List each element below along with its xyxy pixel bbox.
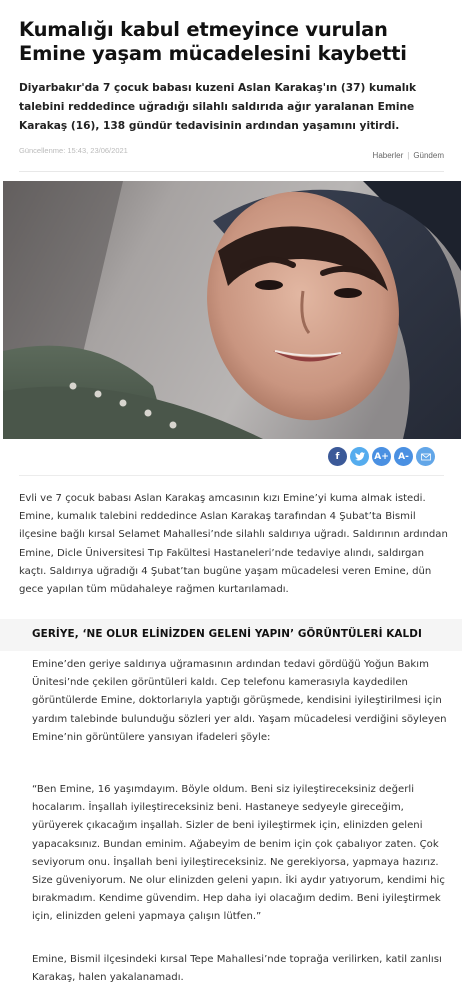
article-paragraph: Emine, Bismil ilçesindeki kırsal Tepe Mahallesi’nde toprağa verilirken, katil zanlısı Karakaş, halen yakalanamadı. — [32, 954, 442, 984]
category-link-gundem[interactable]: Gündem — [413, 151, 444, 160]
divider — [19, 475, 444, 476]
divider — [19, 171, 444, 172]
font-increase-icon[interactable]: A+ — [372, 447, 391, 466]
article-paragraph: Emine’den geriye saldırıya uğramasının ardından tedavi gördüğü Yoğun Bakım Ünitesi’nde çekilen görüntüleri kaldı. Cep telefonu kamerasıyla kaydedilen görüntülerde Emine, doktorlarıyla yaptığı görüşmede, kendisini iyileştirilmesi için yardım talebinde bulunduğu sözleri yer aldı. Yaşam mücadelesi verdiğini söyleyen Emine’nin görüntülere yansıyan ifadeleri şöyle: — [32, 659, 447, 743]
twitter-icon[interactable] — [350, 447, 369, 466]
article-subheading — [0, 619, 462, 651]
article-paragraph: Evli ve 7 çocuk babası Aslan Karakaş amcasının kızı Emine’yi kuma almak istedi. Emine, kumalık talebini reddedince Aslan Karakaş tarafından 4 Şubat’ta Bismil ilçesine bağlı kırsal Selamet Mahallesi’nde silahlı saldırıya uğradı. Saldırının ardından Emine, Dicle Üniversitesi Tıp Fakültesi Hastaneleri’nde tedaviye alındı, saldırgan kaçtı. Saldırıya uğradığı 4 Şubat’tan bugüne yaşam mücadelesi veren Emine, dün gece yapılan tüm müdahaleye rağmen kurtarılamadı. — [19, 493, 448, 596]
article-meta — [19, 146, 444, 160]
article-title: Kumalığı kabul etmeyince vurulan Emine yaşam mücadelesini kaybetti — [19, 18, 407, 65]
article-photo — [3, 181, 461, 439]
article-quote: “Ben Emine, 16 yaşımdayım. Böyle oldum. Beni siz iyileştireceksiniz değerli hocalarım. İnşallah iyileştireceksiniz beni. Hastaneye sedyeyle gireceğim, yürüyerek çıkacağım inşallah. Sizler de beni iyileştirmek için, elinizden geleni yapacaksınız. Bundan eminim. Ağabeyim de benim için çok çabalıyor zaten. Çok seviyorum onu. İnşallah beni iyileştireceksiniz. Ne gerekiyorsa, yapmaya hazırız. Size güveniyorum. Ne olur elinizden geleni yapın. İki aydır yatıyorum, kendimi hiç bırakmadım. Kendime güvendim. Hep daha iyi olacağım dedim. Beni iyileştirmek için, elinizden geleni yapmaya çalışın lütfen.” — [32, 784, 445, 923]
mail-icon[interactable] — [416, 447, 435, 466]
font-decrease-icon[interactable]: A- — [394, 447, 413, 466]
breadcrumb — [373, 151, 444, 160]
category-link-haberler[interactable]: Haberler — [372, 151, 404, 160]
facebook-icon[interactable]: f — [328, 447, 347, 466]
share-toolbar — [328, 447, 435, 466]
updated-timestamp: Güncellenme: 15:43, 23/06/2021 — [19, 146, 128, 155]
subheading-text: GERİYE, ‘NE OLUR ELİNİZDEN GELENİ YAPIN’ GÖRÜNTÜLERİ KALDI — [32, 628, 422, 640]
article-lead: Diyarbakır'da 7 çocuk babası kuzeni Aslan Karakaş'ın (37) kumalık talebini reddedince uğradığı silahlı saldırıda ağır yaralanan Emine Karakaş (16), 138 gündür tedavisinin ardından yaşamını yitirdi. — [19, 82, 417, 132]
breadcrumb-separator: | — [407, 151, 410, 160]
